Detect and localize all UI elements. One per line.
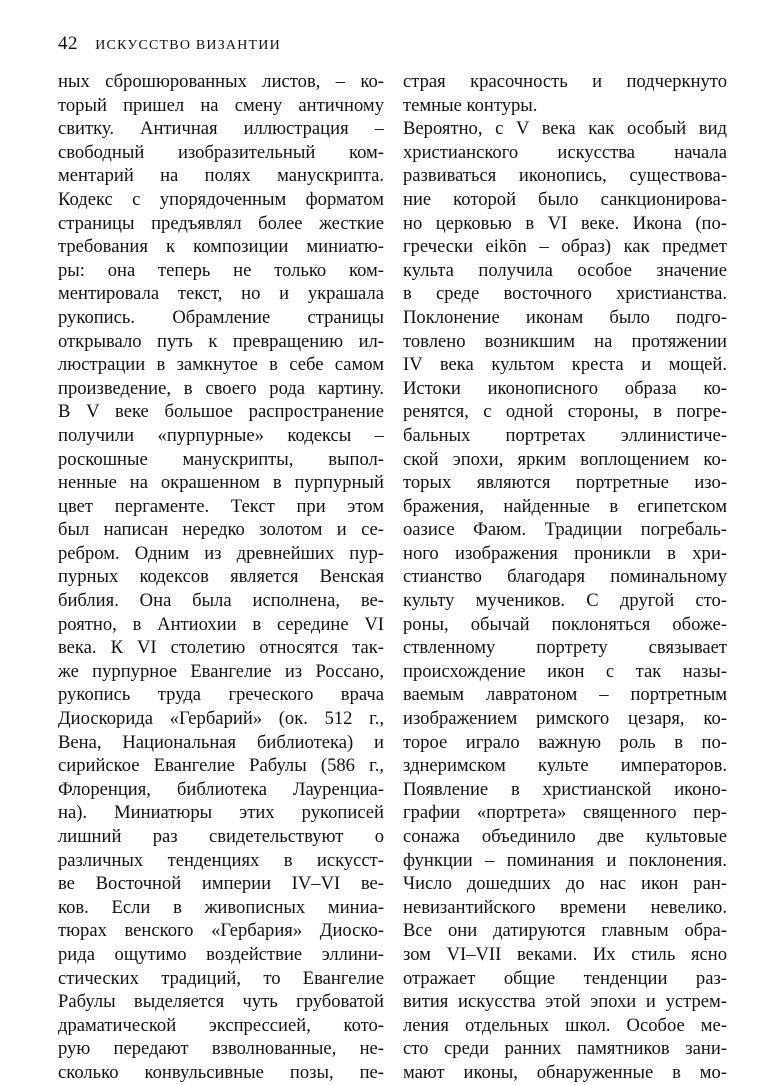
text-line: но церковью в VI веке. Икона (по- bbox=[403, 212, 727, 234]
text-line: Вена, Национальная библиотека) и bbox=[58, 731, 384, 753]
text-line: торых являются портретные изо- bbox=[403, 472, 727, 494]
text-line: люстрации в замкнутое в себе самом bbox=[58, 354, 384, 376]
text-line: на). Миниатюры этих рукописей bbox=[58, 802, 384, 824]
text-line: роны, обычай поклоняться обоже- bbox=[403, 613, 727, 635]
text-line: зом VI–VII веками. Их стиль ясно bbox=[403, 943, 727, 965]
text-line: роскошные манускрипты, выпол- bbox=[58, 448, 384, 470]
text-line: сонажа объединило две культовые bbox=[403, 826, 727, 847]
text-line: ребром. Одним из древнейших пур- bbox=[58, 542, 384, 564]
text-line: торое играло важную роль в по- bbox=[403, 731, 727, 753]
text-line: свободный изобразительный ком- bbox=[58, 141, 384, 163]
right-text-column bbox=[403, 70, 727, 1085]
text-line: развиваться иконопись, существова- bbox=[403, 165, 727, 187]
text-line: ков. Если в живописных миниа- bbox=[58, 896, 384, 918]
text-line: Появление в христианской иконо- bbox=[403, 778, 727, 800]
text-line: Диоскорида «Гербарий» (ок. 512 г., bbox=[58, 708, 384, 730]
text-line: ренятся, с одной стороны, в погре- bbox=[403, 401, 727, 423]
text-line: ненные на окрашенном в пурпурный bbox=[58, 472, 384, 494]
text-line: IV века культом креста и мощей. bbox=[403, 354, 727, 376]
text-line: ры: она теперь не только ком- bbox=[58, 259, 384, 281]
text-line: Поклонение иконам было подго- bbox=[403, 306, 727, 328]
text-line: функции – поминания и поклонения. bbox=[403, 849, 727, 871]
text-line: товлено возникшим на протяжении bbox=[403, 330, 727, 352]
text-line: стианство благодаря поминальному bbox=[403, 566, 727, 588]
text-line: сто среди ранних памятников зани- bbox=[403, 1038, 727, 1060]
text-line: ных сброшюрованных листов, – ко- bbox=[58, 71, 384, 92]
text-line: изображением римского цезаря, ко- bbox=[403, 708, 727, 730]
text-line: был написан нередко золотом и се- bbox=[58, 519, 384, 541]
text-line: Кодекс с упорядоченным форматом bbox=[58, 188, 384, 210]
text-line: Все они датируются главным обра- bbox=[403, 920, 727, 942]
text-line: стических традиций, то Евангелие bbox=[58, 967, 384, 989]
text-line: века. К VI столетию относятся так- bbox=[58, 637, 384, 659]
text-line: Флоренция, библиотека Лауренциа- bbox=[58, 778, 384, 800]
text-line: В V веке большое распространение bbox=[58, 401, 384, 423]
text-line: темные контуры. bbox=[403, 94, 538, 116]
text-line: ве Восточной империи IV–VI ве- bbox=[58, 873, 384, 895]
text-line: отражает общие тенденции раз- bbox=[403, 967, 727, 989]
text-line: происхождение икон с так назы- bbox=[403, 660, 727, 682]
text-line: Истоки иконописного образа ко- bbox=[403, 377, 727, 399]
text-line: ствленному портрету связывает bbox=[403, 637, 727, 659]
text-line: мают иконы, обнаруженные в мо- bbox=[403, 1061, 727, 1083]
text-line: сколько конвульсивные позы, пе- bbox=[58, 1061, 384, 1083]
text-line: же пурпурное Евангелие из Россано, bbox=[58, 660, 384, 682]
text-line: ской эпохи, ярким воплощением ко- bbox=[403, 448, 727, 470]
text-line: невизантийского времени невелико. bbox=[403, 896, 727, 918]
text-line: ления отдельных школ. Особое ме- bbox=[403, 1014, 727, 1036]
text-line: ментировала текст, но и украшала bbox=[58, 283, 384, 305]
text-line: зднеримском культе императоров. bbox=[403, 755, 727, 777]
text-line: получили «пурпурные» кодексы – bbox=[58, 424, 384, 446]
text-line: цвет пергаменте. Текст при этом bbox=[58, 495, 384, 517]
chapter-title: ИСКУССТВО ВИЗАНТИИ bbox=[95, 38, 281, 53]
page-number: 42 bbox=[58, 33, 78, 54]
text-line: ваемым лавратоном – портретным bbox=[403, 684, 727, 706]
text-line: рида ощутимо воздействие эллини- bbox=[58, 943, 384, 965]
text-line: требования к композиции миниатю- bbox=[58, 236, 384, 258]
text-line: Вероятно, с V века как особый вид bbox=[403, 118, 727, 140]
text-line: различных тенденциях в искусст- bbox=[58, 849, 384, 871]
text-line: рую передают взволнованные, не- bbox=[58, 1038, 384, 1060]
text-line: культа получила особое значение bbox=[403, 259, 727, 281]
text-line: драматической экспрессией, кото- bbox=[58, 1014, 384, 1036]
text-line: культу мучеников. С другой сто- bbox=[403, 590, 727, 612]
text-line: христианского искусства начала bbox=[403, 141, 727, 163]
text-line: рукопись труда греческого врача bbox=[58, 684, 384, 706]
text-line: тюрах венского «Гербария» Диоско- bbox=[58, 920, 384, 942]
text-line: открывало путь к превращению ил- bbox=[58, 330, 384, 352]
running-head bbox=[58, 33, 281, 55]
text-line: пурных кодексов является Венская bbox=[58, 566, 384, 588]
text-line: гречески eikōn – образ) как предмет bbox=[403, 236, 727, 258]
text-line: роятно, в Антиохии в середине VI bbox=[58, 613, 384, 635]
text-line: страницы предъявлял более жесткие bbox=[58, 212, 384, 234]
text-line: библия. Она была исполнена, ве- bbox=[58, 590, 384, 612]
text-line: графии «портрета» священного пер- bbox=[403, 802, 727, 824]
text-line: бальных портретах эллинистиче- bbox=[403, 424, 727, 446]
text-line: в среде восточного христианства. bbox=[403, 283, 727, 305]
text-line: бражения, найденные в египетском bbox=[403, 495, 727, 517]
text-line: Число дошедших до нас икон ран- bbox=[403, 873, 727, 895]
text-line: Рабулы выделяется чуть грубоватой bbox=[58, 991, 384, 1013]
text-line: страя красочность и подчеркнуто bbox=[403, 71, 727, 92]
text-line: оазисе Фаюм. Традиции погребаль- bbox=[403, 519, 727, 541]
text-line: свитку. Античная иллюстрация – bbox=[58, 118, 384, 140]
text-line: лишний раз свидетельствуют о bbox=[58, 826, 384, 847]
text-line: вития искусства этой эпохи и устрем- bbox=[403, 991, 727, 1013]
text-line: рукопись. Обрамление страницы bbox=[58, 306, 384, 328]
text-line: сирийское Евангелие Рабулы (586 г., bbox=[58, 755, 384, 777]
text-line: торый пришел на смену античному bbox=[58, 94, 384, 116]
left-text-column bbox=[58, 70, 384, 1085]
text-line: ного изображения проникли в хри- bbox=[403, 542, 727, 564]
text-line: ментарий на полях манускрипта. bbox=[58, 165, 384, 187]
text-line: ние которой было санкционирова- bbox=[403, 188, 727, 210]
text-line: произведение, в своего рода картину. bbox=[58, 377, 384, 399]
